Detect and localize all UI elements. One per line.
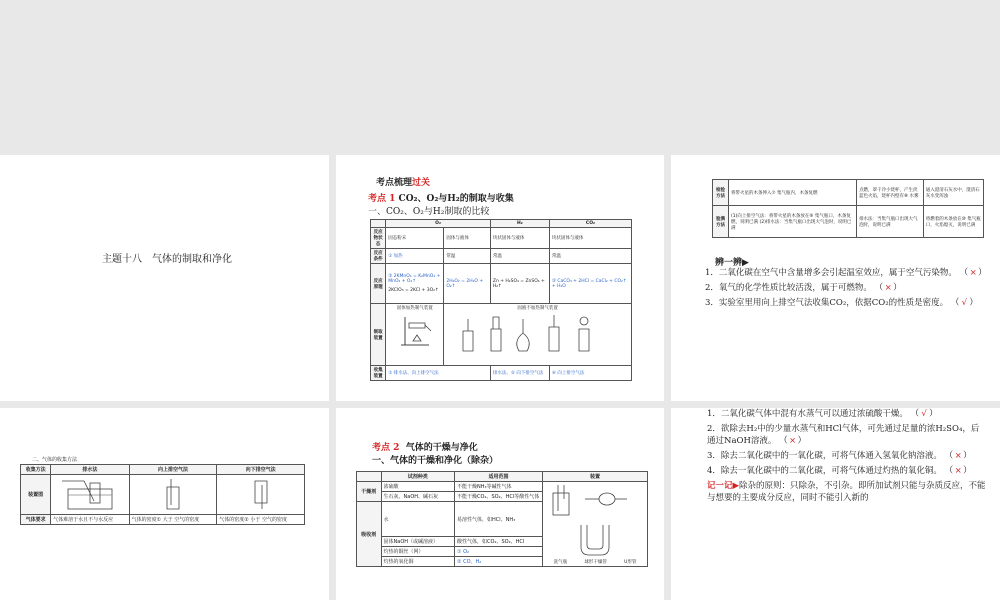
col-header: O₂: [386, 220, 491, 228]
note-text: 除杂的原则：只除杂，不引杂。即所加试剂只能与杂质反应，不能与想要的主要成分反应，同时不能引入新的: [707, 481, 986, 503]
table-cell: 灼热的氧化铜: [381, 557, 455, 567]
table-cell: 固体NaOH（或碱溶液）: [381, 537, 455, 547]
topic-heading: 考点 2 气体的干燥与净化: [372, 443, 478, 453]
col-header: 排水法: [51, 465, 129, 475]
list-item: 4．除去一氧化碳中的二氧化碳，可将气体通过灼热的氧化铜。 （×）: [707, 466, 972, 476]
table-cell: 不能干燥CO₂、SO₂、HCl等酸性气体: [455, 492, 543, 502]
table-cell: [386, 264, 444, 304]
answer-mark: √: [921, 409, 927, 419]
col-header: 试剂种类: [381, 472, 455, 482]
device-cell: [543, 482, 648, 567]
col-header: [371, 220, 386, 228]
list-item: 3．实验室里用向上排空气法收集CO₂，依据CO₂的性质是密度。 （ √ ）: [705, 298, 978, 308]
table-cell: 浓硫酸: [381, 482, 455, 492]
col-header: 适用范围: [455, 472, 543, 482]
table-cell: 灼热的铜丝（网）: [381, 547, 455, 557]
answer-mark: √: [961, 298, 968, 308]
slide-test-methods[interactable]: [671, 155, 1000, 401]
row-header: 反应物状态: [371, 228, 386, 249]
row-group: 干燥剂: [357, 482, 382, 502]
table-cell: 生石灰、NaOH、碱石灰: [381, 492, 455, 502]
row-header: 反应原理: [371, 264, 386, 304]
table-row: [713, 206, 984, 238]
table-cell: ② CO、H₂: [455, 557, 543, 567]
table-row: [357, 482, 648, 492]
liquid-apparatus-icons: [453, 311, 623, 355]
slide-collection[interactable]: [0, 408, 329, 600]
row-header: 验满方法: [713, 206, 729, 238]
row-header: 装置图: [21, 475, 51, 515]
table-cell: 排水法、⑤ 向下排空气法: [490, 366, 549, 381]
slide-judgment[interactable]: [671, 408, 1000, 600]
row-header: 检验方法: [713, 180, 729, 206]
table-cell: [51, 475, 129, 515]
table-cell: Zn + H₂SO₄ = ZnSO₄ + H₂↑: [490, 264, 549, 304]
method-table: [712, 179, 984, 238]
table-row: [21, 475, 305, 515]
table-cell: 通入澄清石灰水中，澄清石灰水变浑浊: [923, 180, 983, 206]
table-cell: 气体的密度② 小于 空气的密度: [217, 515, 305, 525]
row-header: 气体要求: [21, 515, 51, 525]
table-cell: 2H₂O₂ = 2H₂O + O₂↑: [444, 264, 491, 304]
upward-air-icon: [158, 477, 188, 511]
table-cell: ① 加热: [386, 249, 444, 264]
table-row: [371, 249, 632, 264]
table-cell: [217, 475, 305, 515]
equation: 2KClO₃ = 2KCl + 3O₂↑: [388, 288, 439, 293]
table-cell: (1)向上排空气法：将带火星的木条放在⑨ 集气瓶口，木条复燃，说明已满 (2)排水法：当集气瓶口出现大气泡时，说明已满: [729, 206, 857, 238]
table-cell: 常温: [490, 249, 549, 264]
device-label: U形管: [624, 560, 637, 565]
row-header: 制取装置: [371, 304, 386, 366]
table-cell: 将燃着的木条放在⑩ 集气瓶口，火焰熄灭，说明已满: [923, 206, 983, 238]
col-header: 向下排空气法: [217, 465, 305, 475]
table-cell: 酸性气体，如CO₂、SO₂、HCl: [455, 537, 543, 547]
slide-comparison[interactable]: [336, 155, 664, 401]
sub-heading: 一、气体的干燥和净化（除杂）: [372, 456, 499, 466]
table-row: [371, 228, 632, 249]
answer-mark: ×: [969, 268, 977, 278]
collection-table: [20, 464, 305, 525]
answer-mark: ×: [954, 451, 962, 461]
table-cell: 气体的密度① 大于 空气的密度: [129, 515, 217, 525]
answer-mark: ×: [884, 283, 892, 293]
col-header: 收集方法: [21, 465, 51, 475]
row-group: 吸收剂: [357, 502, 382, 567]
list-item: 2．欲除去H₂中的少量水蒸气和HCl气体，可先通过足量的浓H₂SO₄，后通过NaOH溶液。 （×）: [707, 424, 980, 446]
col-header: [357, 472, 382, 482]
table-cell: 易溶性气体，如HCl、NH₃: [455, 502, 543, 537]
table-cell: 常温: [444, 249, 491, 264]
sub-heading: 一、CO₂、O₂与H₂制取的比较: [368, 207, 490, 217]
col-header: 向上排空气法: [129, 465, 217, 475]
col-header: 装置: [543, 472, 648, 482]
table-row: [371, 264, 632, 304]
col-header: CO₂: [549, 220, 631, 228]
device-caption: 固体加热制气装置: [396, 306, 433, 311]
device-caption: 固液不加热制气装置: [517, 306, 558, 311]
list-item: 3．除去二氧化碳中的一氧化碳，可将气体通入氢氧化钠溶液。 （×）: [707, 451, 972, 461]
answer-mark: ×: [789, 436, 797, 446]
drying-devices-icon: [545, 483, 645, 557]
table-row: [371, 366, 632, 381]
judge-list: [707, 408, 987, 507]
table-row: [371, 304, 632, 366]
device-label: 球形干燥管: [584, 560, 607, 565]
table-cell: 块状固体与液体: [490, 228, 549, 249]
list-item: 1．二氧化碳在空气中含量增多会引起温室效应，属于空气污染物。 （×）: [705, 268, 987, 278]
table-cell: ① 排水法、向上排空气法: [386, 366, 491, 381]
list-item: 2．氧气的化学性质比较活泼，属于可燃物。 （×）: [705, 283, 902, 293]
row-header: 收集装置: [371, 366, 386, 381]
table-cell: [129, 475, 217, 515]
water-displacement-icon: [60, 477, 120, 511]
note-label: 记一记▶: [707, 481, 740, 491]
equation: ② 2KMnO₄ = K₂MnO₄ + MnO₂ + O₂↑: [388, 274, 441, 284]
list-item: 1．二氧化碳气体中混有水蒸气可以通过浓硫酸干燥。 （ √ ）: [707, 409, 938, 419]
section-label: 辨一辨▶: [715, 258, 749, 268]
device-label: 洗气瓶: [553, 560, 568, 565]
table-cell: ① O₂: [455, 547, 543, 557]
table-row: [21, 515, 305, 525]
table-cell: 点燃，罩干冷小烧杯，产生淡蓝色火焰，烧杯内壁有⑧ 水雾: [857, 180, 924, 206]
table-cell: 排水法：当集气瓶口出现大气泡时，说明已满: [857, 206, 924, 238]
downward-air-icon: [246, 477, 276, 511]
answer-mark: ×: [954, 466, 962, 476]
table-cell: ⑥ 向上排空气法: [549, 366, 631, 381]
slide-drying[interactable]: [336, 408, 664, 600]
col-header: H₂: [490, 220, 549, 228]
table-row: [713, 180, 984, 206]
table-cell: ③ CaCO₃ + 2HCl = CaCl₂ + CO₂↑ + H₂O: [549, 264, 631, 304]
sub-heading: 二、气体的收集方法: [32, 457, 78, 463]
table-cell: [386, 304, 444, 366]
comparison-table: [370, 219, 632, 381]
slide-title-text: 主题十八 气体的制取和净化: [102, 254, 232, 265]
judge-list: [705, 267, 987, 312]
slide-title[interactable]: [0, 155, 329, 401]
table-cell: 气体难溶于水且不与水反应: [51, 515, 129, 525]
table-cell: 固态粉末: [386, 228, 444, 249]
row-header: 反应条件: [371, 249, 386, 264]
heating-apparatus-icon: [395, 311, 435, 347]
table-cell: 块状固体与液体: [549, 228, 631, 249]
topic-heading: 考点 1 CO₂、O₂与H₂的制取与收集: [368, 194, 514, 204]
slide-heading: 考点梳理过关: [376, 178, 431, 188]
drying-table: [356, 471, 648, 567]
table-cell: [444, 304, 632, 366]
table-cell: 将带火星的木条伸入⑦ 集气瓶内，木条复燃: [729, 180, 857, 206]
table-cell: 固体与液体: [444, 228, 491, 249]
table-cell: 水: [381, 502, 455, 537]
table-cell: 不能干燥NH₃等碱性气体: [455, 482, 543, 492]
table-cell: 常温: [549, 249, 631, 264]
note: [707, 480, 987, 504]
